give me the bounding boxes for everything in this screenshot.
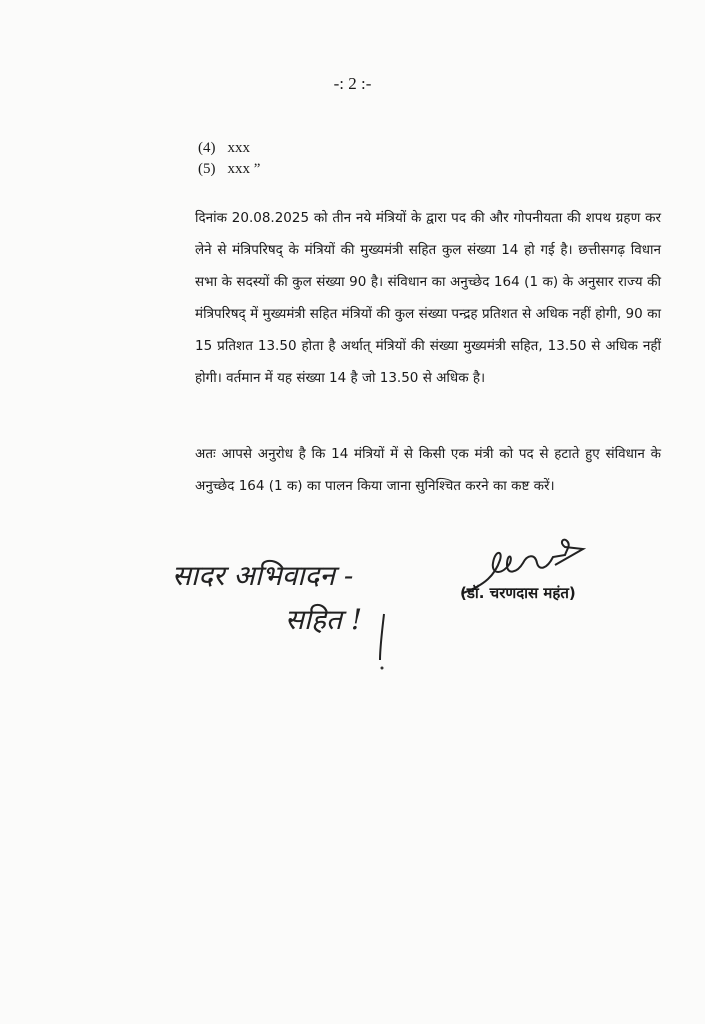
handwritten-greeting-line2: सहित !	[285, 603, 363, 636]
list-item	[198, 138, 260, 159]
list-item-text: xxx	[227, 140, 250, 156]
list-item-text: xxx ”	[227, 161, 261, 177]
list-item-number: (5)	[198, 161, 216, 177]
paragraph-request: अतः आपसे अनुरोध है कि 14 मंत्रियों में से किसी एक मंत्री को पद से हटाते हुए संविधान के अनुच्छेद 164 (1 क) का पालन किया जाना सुनिश्चित करने का कष्ट करें।	[195, 446, 661, 494]
handwritten-mark-icon	[372, 612, 392, 672]
paragraph-ministers-count: दिनांक 20.08.2025 को तीन नये मंत्रियों के द्वारा पद की और गोपनीयता की शपथ ग्रहण कर लेने से मंत्रिपरिषद् के मंत्रियों की मुख्यमंत्री सहित कुल संख्या 14 हो गई है। छत्तीसगढ़ विधान सभा के सदस्यों की कुल संख्या 90 है। संविधान का अनुच्छेद 164 (1 क) के अनुसार राज्य की मंत्रिपरिषद् में मुख्यमंत्री सहित मंत्रियों की कुल संख्या पन्द्रह प्रतिशत से अधिक नहीं होगी, 90 का 15 प्रतिशत 13.50 होता है अर्थात् मंत्रियों की संख्या मुख्यमंत्री सहित, 13.50 से अधिक नहीं होगी। वर्तमान में यह संख्या 14 है जो 13.50 से अधिक है।	[195, 210, 661, 386]
signatory-name: (डॉ. चरणदास महंत)	[460, 584, 576, 602]
handwritten-greeting-line1: सादर अभिवादन -	[172, 559, 354, 592]
page-number: -: 2 :-	[333, 74, 372, 93]
list-item-number: (4)	[198, 140, 216, 156]
numbered-list	[198, 138, 260, 180]
list-item	[198, 159, 260, 180]
